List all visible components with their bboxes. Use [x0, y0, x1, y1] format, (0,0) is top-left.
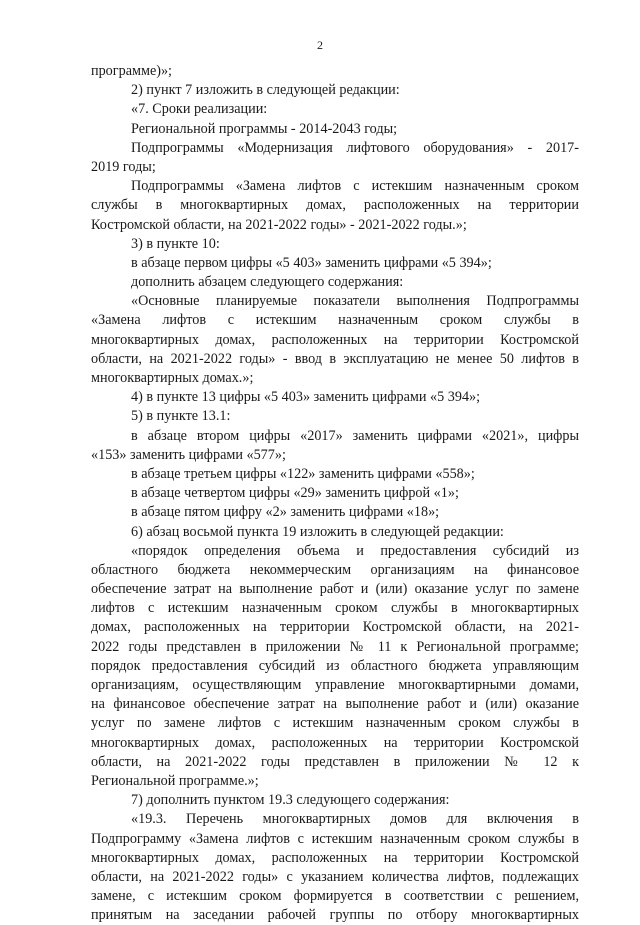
text-line: порядок предоставления субсидий из областного бюджета управляющим — [91, 657, 579, 674]
text-line: области, на 2021-2022 годы» - ввод в эксплуатацию не менее 50 лифтов в — [91, 350, 579, 367]
text-line: области, на 2021-2022 годы представлен в приложении № 12 к — [91, 753, 579, 770]
text-line: Региональной программе.»; — [91, 772, 259, 789]
text-line: 4) в пункте 13 цифры «5 403» заменить цифрами «5 394»; — [131, 389, 481, 406]
text-line: в абзаце третьем цифры «122» заменить цифрами «558»; — [131, 465, 475, 482]
text-line: «7. Сроки реализации: — [131, 101, 268, 118]
text-line: 3) в пункте 10: — [131, 235, 220, 252]
text-line: дополнить абзацем следующего содержания: — [131, 274, 404, 291]
text-line: Костромской области, на 2021-2022 годы» - 2021-2022 годы.»; — [91, 216, 467, 233]
text-line: «153» заменить цифрами «577»; — [91, 446, 286, 463]
text-line: Подпрограммы «Модернизация лифтового оборудования» - 2017- — [131, 139, 579, 156]
text-line: услуг по замене лифтов с истекшим назначенным сроком службы в — [91, 715, 579, 732]
page-number: 2 — [317, 38, 323, 52]
text-line: 2019 годы; — [91, 158, 156, 175]
text-line: в абзаце первом цифры «5 403» заменить цифрами «5 394»; — [131, 254, 492, 271]
text-line: домах, расположенных на территории Костромской области, на 2021- — [91, 619, 579, 636]
text-line: «порядок определения объема и предоставления субсидий из — [131, 542, 579, 559]
text-line: многоквартирных домах, расположенных на территории Костромской — [91, 734, 579, 751]
text-line: обеспечение затрат на выполнение работ и (или) оказание услуг по замене — [91, 581, 579, 598]
text-line: областного бюджета некоммерческим организациям на финансовое — [91, 561, 579, 578]
text-line: в абзаце четвертом цифры «29» заменить цифрой «1»; — [131, 485, 459, 502]
text-line: «Основные планируемые показатели выполнения Подпрограммы — [131, 293, 579, 310]
text-line: замене, с истекшим сроком формируется в соответствии с решением, — [91, 888, 579, 905]
text-line: 7) дополнить пунктом 19.3 следующего содержания: — [131, 792, 450, 809]
text-line: области, на 2021-2022 годы» с указанием количества лифтов, подлежащих — [91, 868, 579, 885]
text-line: на финансовое обеспечение затрат на выполнение работ и (или) оказание — [91, 696, 579, 713]
text-line: Подпрограмму «Замена лифтов с истекшим назначенным сроком службы в — [91, 830, 579, 847]
text-line: в абзаце пятом цифру «2» заменить цифрами «18»; — [131, 504, 440, 521]
document-body — [91, 62, 579, 925]
text-line: 2022 годы представлен в приложении № 11 к Региональной программе; — [91, 638, 579, 655]
text-line: 6) абзац восьмой пункта 19 изложить в следующей редакции: — [131, 523, 504, 540]
text-line: лифтов с истекшим назначенным сроком службы в многоквартирных — [91, 600, 579, 617]
text-line: «Замена лифтов с истекшим назначенным сроком службы в — [91, 312, 579, 329]
text-line: «19.3. Перечень многоквартирных домов для включения в — [131, 811, 579, 828]
text-line: многоквартирных домах.»; — [91, 370, 254, 386]
text-line: 2) пункт 7 изложить в следующей редакции: — [131, 82, 400, 99]
text-line: многоквартирных домах, расположенных на территории Костромской — [91, 331, 579, 348]
text-line: программе)»; — [91, 63, 173, 79]
text-line: 5) в пункте 13.1: — [131, 408, 231, 425]
text-line: многоквартирных домах, расположенных на территории Костромской — [91, 849, 579, 866]
text-line: в абзаце втором цифры «2017» заменить цифрами «2021», цифры — [131, 427, 579, 444]
text-line: организациям, осуществляющим управление многоквартирными домами, — [91, 677, 579, 693]
text-line: службы в многоквартирных домах, расположенных на территории — [91, 197, 579, 214]
text-line: Подпрограммы «Замена лифтов с истекшим назначенным сроком — [131, 178, 579, 195]
text-line: принятым на заседании рабочей группы по отбору многоквартирных — [91, 907, 579, 924]
text-line: Региональной программы - 2014-2043 годы; — [131, 120, 398, 137]
